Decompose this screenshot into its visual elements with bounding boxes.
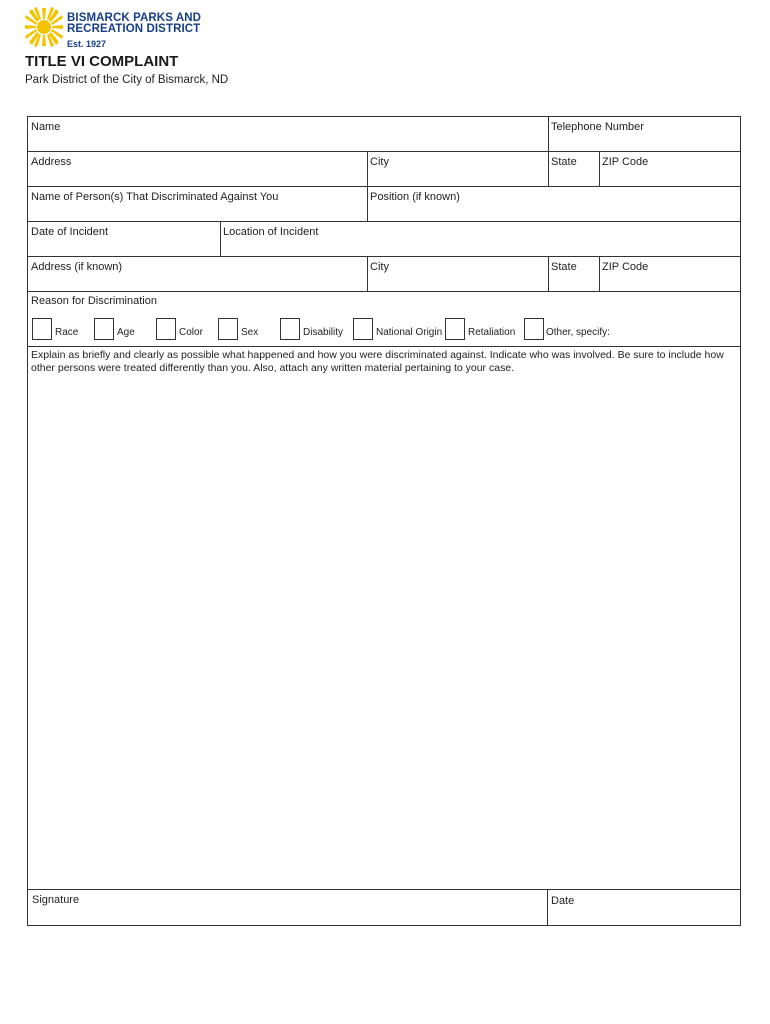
color-label: Color [179, 327, 203, 338]
sex-label: Sex [241, 327, 259, 338]
address-label: Address [31, 156, 72, 168]
address-field[interactable] [28, 152, 367, 186]
name-label: Name [31, 121, 61, 133]
incident-state-label: State [551, 261, 577, 273]
explanation-textarea[interactable] [28, 379, 740, 889]
incident-date-label: Date of Incident [31, 226, 109, 238]
date-label: Date [551, 895, 575, 907]
telephone-label: Telephone Number [551, 121, 644, 133]
incident-city-label: City [370, 261, 389, 273]
position-label: Position (if known) [370, 191, 460, 203]
signature-label: Signature [32, 894, 80, 906]
zip-label: ZIP Code [602, 156, 649, 168]
logo-line-1: BISMARCK PARKS AND [67, 12, 202, 24]
race-label: Race [55, 327, 79, 338]
city-field[interactable] [368, 152, 548, 186]
national-origin-label: National Origin [376, 327, 443, 338]
row-divider [28, 346, 740, 347]
logo-established: Est. 1927 [67, 39, 107, 49]
national-origin-checkbox[interactable] [353, 318, 373, 340]
incident-zip-label: ZIP Code [602, 261, 649, 273]
discriminator-name-label: Name of Person(s) That Discriminated Against You [31, 191, 279, 203]
logo-org-name [67, 13, 201, 35]
city-label: City [370, 156, 389, 168]
complaint-form [27, 116, 741, 926]
disability-label: Disability [303, 327, 344, 338]
age-label: Age [117, 327, 135, 338]
retaliation-label: Retaliation [468, 327, 516, 338]
reason-heading: Reason for Discrimination [31, 295, 157, 307]
page-title: TITLE VI COMPLAINT [25, 53, 179, 70]
incident-location-label: Location of Incident [223, 226, 319, 238]
reason-checkbox-group [32, 318, 738, 342]
sun-logo-icon [25, 6, 65, 48]
signature-field[interactable] [28, 890, 547, 925]
retaliation-checkbox[interactable] [445, 318, 465, 340]
explanation-instructions: Explain as briefly and clearly as possible what happened and how you were discriminated against. Indicate who was involved. Be sure to include how other persons were treated differently than you. Also, attach any written material pertaining to your case. [31, 349, 724, 374]
incident-city-field[interactable] [368, 257, 548, 291]
sex-checkbox[interactable] [218, 318, 238, 340]
disability-checkbox[interactable] [280, 318, 300, 340]
district-logo [25, 6, 225, 52]
state-label: State [551, 156, 577, 168]
incident-address-label: Address (if known) [31, 261, 123, 273]
age-checkbox[interactable] [94, 318, 114, 340]
date-field[interactable] [548, 890, 740, 925]
logo-line-2: RECREATION DISTRICT [67, 23, 201, 35]
page-subtitle: Park District of the City of Bismarck, ND [25, 74, 229, 86]
race-checkbox[interactable] [32, 318, 52, 340]
other-label: Other, specify: [546, 327, 610, 338]
other-checkbox[interactable] [524, 318, 544, 340]
name-field[interactable] [28, 117, 548, 151]
color-checkbox[interactable] [156, 318, 176, 340]
row-divider [28, 291, 740, 292]
